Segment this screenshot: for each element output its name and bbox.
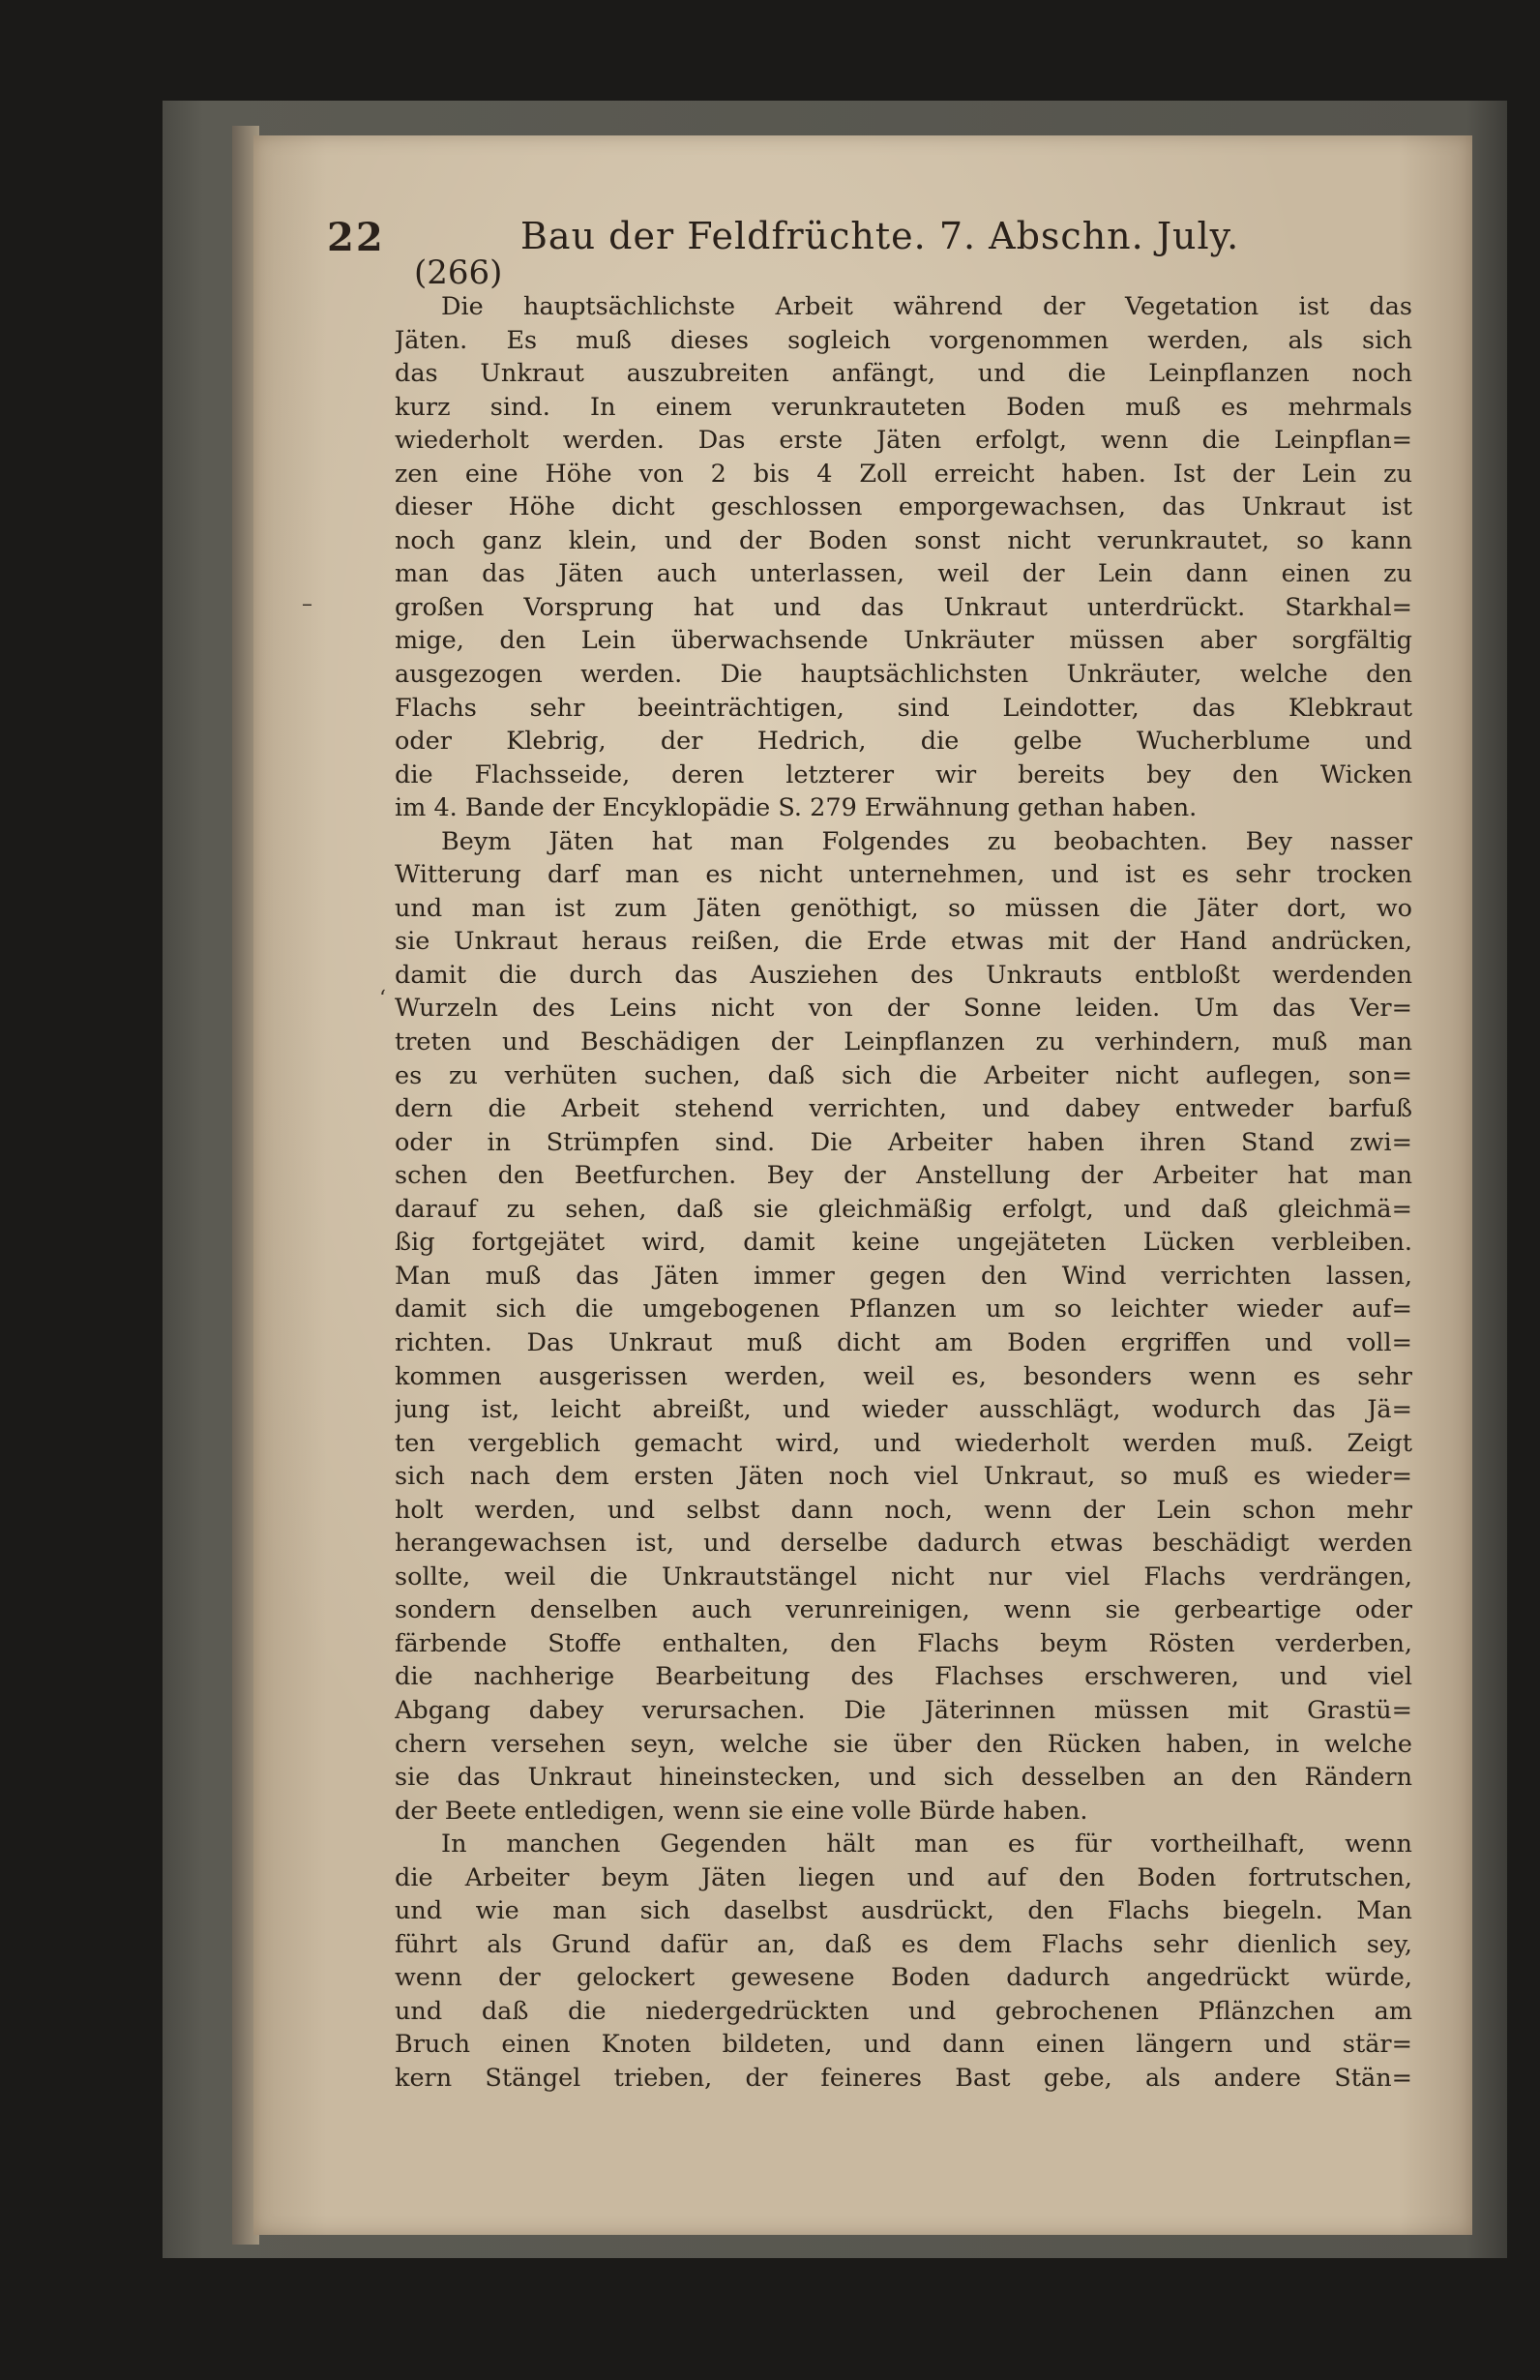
text-line: die nachherige Bearbeitung des Flachses erschweren, und viel	[395, 1662, 1412, 1692]
text-line: dern die Arbeit stehend verrichten, und dabey entweder barfuß	[395, 1094, 1412, 1124]
running-head: Bau der Feldfrüchte. 7. Abschn. July.	[520, 215, 1240, 257]
text-line: Witterung darf man es nicht unternehmen, und ist es sehr trocken	[395, 860, 1412, 890]
text-line: sondern denselben auch verunreinigen, wenn sie gerbeartige oder	[395, 1595, 1412, 1625]
text-line: die Flachsseide, deren letzterer wir bereits bey den Wicken	[395, 759, 1412, 789]
text-line: und daß die niedergedrückten und gebrochenen Pflänzchen am	[395, 1996, 1412, 2026]
margin-dash-mark: –	[302, 592, 312, 616]
text-line: Man muß das Jäten immer gegen den Wind verrichten lassen,	[395, 1261, 1412, 1291]
text-line: ßig fortgejätet wird, damit keine ungejäteten Lücken verbleiben.	[395, 1228, 1412, 1258]
text-line: es zu verhüten suchen, daß sich die Arbeiter nicht auflegen, son=	[395, 1060, 1412, 1090]
text-line: und man ist zum Jäten genöthigt, so müssen die Jäter dort, wo	[395, 893, 1412, 923]
text-line: mige, den Lein überwachsende Unkräuter müssen aber sorgfältig	[395, 626, 1412, 656]
text-line: Wurzeln des Leins nicht von der Sonne leiden. Um das Ver=	[395, 994, 1412, 1024]
text-line: zen eine Höhe von 2 bis 4 Zoll erreicht haben. Ist der Lein zu	[395, 459, 1412, 489]
text-line: jung ist, leicht abreißt, und wieder ausschlägt, wodurch das Jä=	[395, 1395, 1412, 1425]
text-line: Abgang dabey verursachen. Die Jäterinnen müssen mit Grastü=	[395, 1695, 1412, 1725]
text-line: holt werden, und selbst dann noch, wenn der Lein schon mehr	[395, 1495, 1412, 1525]
text-line: im 4. Bande der Encyklopädie S. 279 Erwähnung gethan haben.	[395, 793, 1198, 823]
text-line: In manchen Gegenden hält man es für vortheilhaft, wenn	[441, 1830, 1412, 1859]
text-line: oder Klebrig, der Hedrich, die gelbe Wucherblume und	[395, 727, 1412, 757]
text-line: dieser Höhe dicht geschlossen emporgewachsen, das Unkraut ist	[395, 492, 1412, 522]
margin-tick-mark: ‘	[379, 987, 386, 1011]
text-line: führt als Grund dafür an, daß es dem Flachs sehr dienlich sey,	[395, 1929, 1412, 1959]
text-line: schen den Beetfurchen. Bey der Anstellung der Arbeiter hat man	[395, 1161, 1412, 1191]
text-line: kurz sind. In einem verunkrauteten Boden muß es mehrmals	[395, 392, 1412, 422]
text-line: ten vergeblich gemacht wird, und wiederholt werden muß. Zeigt	[395, 1428, 1412, 1458]
text-line: und wie man sich daselbst ausdrückt, den Flachs biegeln. Man	[395, 1896, 1412, 1926]
text-line: wiederholt werden. Das erste Jäten erfolgt, wenn die Leinpflan=	[395, 426, 1412, 456]
text-line: Bruch einen Knoten bildeten, und dann einen längern und stär=	[395, 2030, 1412, 2060]
text-line: noch ganz klein, und der Boden sonst nicht verunkrautet, so kann	[395, 525, 1412, 555]
text-line: großen Vorsprung hat und das Unkraut unterdrückt. Starkhal=	[395, 592, 1412, 622]
text-line: sich nach dem ersten Jäten noch viel Unkraut, so muß es wieder=	[395, 1462, 1412, 1492]
text-line: oder in Strümpfen sind. Die Arbeiter haben ihren Stand zwi=	[395, 1127, 1412, 1157]
text-line: richten. Das Unkraut muß dicht am Boden ergriffen und voll=	[395, 1327, 1412, 1357]
text-line: darauf zu sehen, daß sie gleichmäßig erfolgt, und daß gleichmä=	[395, 1194, 1412, 1224]
text-line: treten und Beschädigen der Leinpflanzen zu verhindern, muß man	[395, 1027, 1412, 1057]
text-line: damit die durch das Ausziehen des Unkrauts entbloßt werdenden	[395, 960, 1412, 990]
text-line: färbende Stoffe enthalten, den Flachs beym Rösten verderben,	[395, 1628, 1412, 1658]
text-line: das Unkraut auszubreiten anfängt, und die Leinpflanzen noch	[395, 359, 1412, 389]
text-line: wenn der gelockert gewesene Boden dadurch angedrückt würde,	[395, 1963, 1412, 1993]
text-line: sie das Unkraut hineinstecken, und sich desselben an den Rändern	[395, 1763, 1412, 1793]
text-line: ausgezogen werden. Die hauptsächlichsten Unkräuter, welche den	[395, 660, 1412, 690]
section-number: (266)	[414, 253, 503, 292]
text-line: damit sich die umgebogenen Pflanzen um so leichter wieder auf=	[395, 1294, 1412, 1324]
text-line: die Arbeiter beym Jäten liegen und auf den Boden fortrutschen,	[395, 1862, 1412, 1892]
text-line: kommen ausgerissen werden, weil es, besonders wenn es sehr	[395, 1361, 1412, 1391]
text-line: Die hauptsächlichste Arbeit während der Vegetation ist das	[441, 292, 1412, 321]
page-number: 22	[327, 215, 385, 260]
text-line: kern Stängel trieben, der feineres Bast gebe, als andere Stän=	[395, 2063, 1412, 2093]
text-line: Beym Jäten hat man Folgendes zu beobachten. Bey nasser	[441, 826, 1412, 856]
body-text	[395, 290, 1412, 2096]
text-line: sie Unkraut heraus reißen, die Erde etwas mit der Hand andrücken,	[395, 927, 1412, 957]
text-line: herangewachsen ist, und derselbe dadurch etwas beschädigt werden	[395, 1529, 1412, 1559]
text-line: sollte, weil die Unkrautstängel nicht nur viel Flachs verdrängen,	[395, 1562, 1412, 1592]
text-line: man das Jäten auch unterlassen, weil der Lein dann einen zu	[395, 559, 1412, 589]
text-line: chern versehen seyn, welche sie über den Rücken haben, in welche	[395, 1729, 1412, 1759]
text-line: Flachs sehr beeinträchtigen, sind Leindotter, das Klebkraut	[395, 693, 1412, 723]
text-line: der Beete entledigen, wenn sie eine volle Bürde haben.	[395, 1796, 1088, 1826]
text-line: Jäten. Es muß dieses sogleich vorgenommen werden, als sich	[395, 325, 1412, 355]
